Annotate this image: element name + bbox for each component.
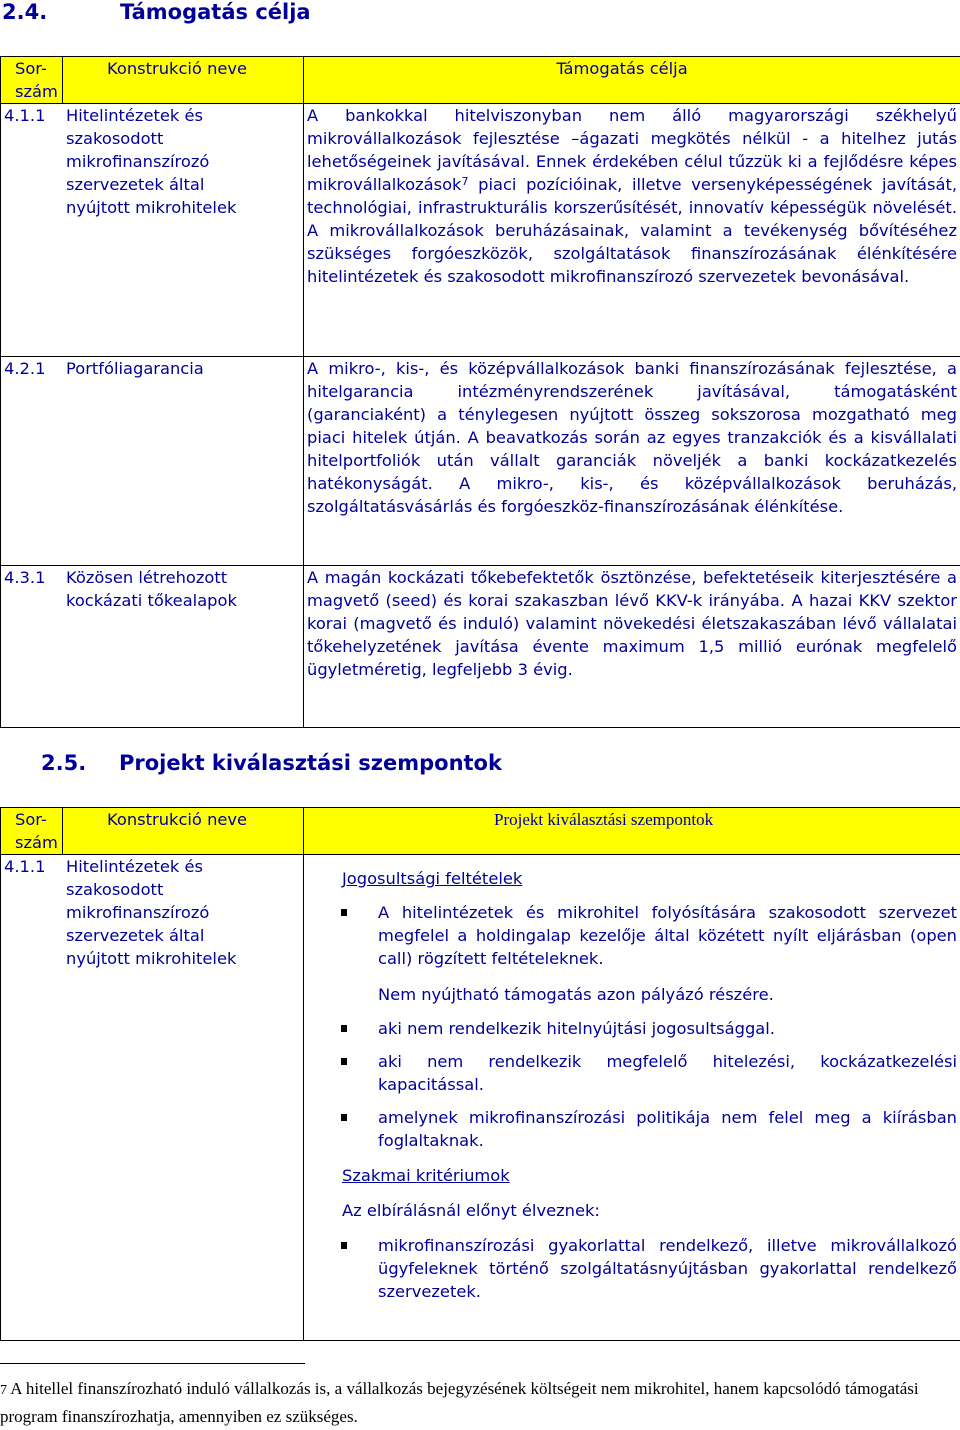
header-tamogatas: [304, 57, 960, 104]
section-title: Támogatás célja: [120, 0, 311, 24]
header-konstrukcio-label: Konstrukció neve: [63, 57, 303, 80]
selection-criteria-table: [0, 807, 960, 1341]
row-name-cell: [1, 104, 304, 357]
row-criteria: [304, 855, 960, 1341]
list-item-text: mikrofinanszírozási gyakorlattal rendelkező, illetve mikrovállalkozó ügyfeleknek történő szolgáltatásnyújtásban gyakorlattal rendelkező szervezetek.: [378, 1236, 957, 1301]
section-title: Projekt kiválasztási szempontok: [119, 751, 502, 775]
footnote-number: 7: [0, 1383, 7, 1398]
exclusion-intro: Nem nyújtható támogatás azon pályázó részére.: [304, 983, 957, 1006]
exclusion-list: [304, 1017, 957, 1152]
list-item-text: aki nem rendelkezik megfelelő hitelezési, kockázatkezelési kapacitással.: [378, 1052, 957, 1094]
footnote-ref: 7: [461, 175, 468, 188]
table-header-row: [1, 808, 960, 855]
footnote-text: A hitellel finanszírozható induló vállalkozás is, a vállalkozás bejegyzésének költségeit nem mikrohitel, hanem kapcsolódó támogatási program finanszírozhatja, amennyiben ez szükséges.: [0, 1379, 919, 1426]
row-name-cell: [1, 855, 304, 1341]
section-heading-2-4: [0, 0, 311, 24]
header-konstrukcio: [63, 808, 304, 855]
table-row: [1, 855, 960, 1341]
header-sorszam: [1, 57, 63, 104]
row-desc: A magán kockázati tőkebefektetők ösztönzése, befektetéseik kiterjesztésére a magvető (seed) és korai szakaszban lévő KKV-k irányába. A hazai KKV szektor korai (magvető és induló) valamint növekedési életszakaszában lévő vállalatai tőkehelyzetének javítása évente maximum 1,5 millió eurónak megfelelő ügyletméretig, legfeljebb 3 évig.: [307, 566, 957, 681]
row-number: 4.3.1: [4, 566, 60, 612]
row-desc-part2: piaci pozícióinak, illetve versenyképességének javítását, technológiai, infrastrukturális korszerűsítését, innovatív képességük növelését. A mikrovállalkozások beruházásainak, valamint a tevékenység bővítéséhez szükséges forgóeszközök, szolgáltatások finanszírozásának élénkítésére hitelintézetek és szakosodott mikrofinanszírozó szervezetek bevonásával.: [307, 175, 957, 286]
row-desc: A mikro-, kis-, és középvállalkozások banki finanszírozásának fejlesztése, a hitelgarancia intézményrendszerének javításával, támogatásként (garanciaként) a ténylegesen nyújtott összeg sokszorosa mozgatható meg piaci hitelek útján. A beavatkozás során az egyes tranzakciók és a kisvállalati hitelportfoliók után vállalt garanciák növeljék a banki kockázatkezelés hatékonyságát. A mikro-, kis-, és középvállalkozások beruházás, szolgáltatásvásárlás és forgóeszköz-finanszírozásának élénkítése.: [307, 357, 957, 518]
header-konstrukcio-label: Konstrukció neve: [63, 808, 303, 831]
list-item-text: A hitelintézetek és mikrohitel folyósítására szakosodott szervezet megfelel a holdingalap kezelője által közétett nyílt eljárásban (open call) rögzített feltételeknek.: [378, 903, 957, 968]
header-sorszam-line2: szám: [1, 831, 62, 854]
square-bullet-icon: [341, 1242, 347, 1249]
list-item: [304, 1017, 957, 1040]
square-bullet-icon: [341, 1025, 347, 1032]
section-heading-2-5: [0, 751, 502, 775]
table-row: [1, 357, 960, 566]
header-sorszam-line1: Sor-: [1, 57, 62, 80]
row-number: 4.1.1: [4, 855, 60, 970]
row-name-cell: [1, 566, 304, 728]
professional-criteria-heading: Szakmai kritériumok: [304, 1164, 957, 1187]
square-bullet-icon: [341, 1058, 347, 1065]
row-name: Portfóliagarancia: [60, 357, 286, 380]
row-name: Közösen létrehozott kockázati tőkealapok: [60, 566, 266, 612]
row-name: Hitelintézetek és szakosodott mikrofinanszírozó szervezetek által nyújtott mikrohitelek: [60, 104, 266, 219]
table-row: [1, 566, 960, 728]
section-number: 2.4.: [0, 0, 78, 24]
list-item: [304, 1050, 957, 1096]
row-description: [304, 357, 960, 566]
row-number: 4.2.1: [4, 357, 60, 380]
row-name-cell: [1, 357, 304, 566]
row-description: [304, 104, 960, 357]
list-item-text: aki nem rendelkezik hitelnyújtási jogosultsággal.: [378, 1019, 775, 1038]
header-konstrukcio: [63, 57, 304, 104]
table-row: [1, 104, 960, 357]
eligibility-heading: Jogosultsági feltételek: [304, 867, 957, 890]
professional-criteria-list: [304, 1234, 957, 1303]
header-sorszam-line2: szám: [1, 80, 62, 103]
footnote: [0, 1376, 960, 1430]
header-sorszam: [1, 808, 63, 855]
professional-criteria-intro: Az elbírálásnál előnyt élveznek:: [304, 1199, 957, 1222]
header-tamogatas-label: Támogatás célja: [304, 57, 960, 80]
row-desc-part1: A bankokkal hitelviszonyban nem álló magyarországi székhelyű mikrovállalkozások fejlesztése –ágazati megkötés nélkül - a hitelhez jutás lehetőségeinek javításával. Ennek érdekében célul tűzzük ki a fejlődésre képes mikrovállalkozások: [307, 106, 957, 194]
list-item-text: amelynek mikrofinanszírozási politikája nem felel meg a kiírásban foglaltaknak.: [378, 1108, 957, 1150]
header-sorszam-line1: Sor-: [1, 808, 62, 831]
row-number: 4.1.1: [4, 104, 60, 219]
list-item: [304, 901, 957, 970]
footnote-separator: [0, 1363, 305, 1364]
eligibility-list: [304, 901, 957, 970]
header-szempontok: [304, 808, 960, 855]
row-name: Hitelintézetek és szakosodott mikrofinanszírozó szervezetek által nyújtott mikrohitelek: [60, 855, 266, 970]
support-goals-table: [0, 56, 960, 728]
row-description: [304, 566, 960, 728]
section-number: 2.5.: [0, 751, 117, 775]
square-bullet-icon: [341, 909, 347, 916]
list-item: [304, 1234, 957, 1303]
square-bullet-icon: [341, 1114, 347, 1121]
list-item: [304, 1106, 957, 1152]
table-header-row: [1, 57, 960, 104]
header-szempontok-label: Projekt kiválasztási szempontok: [304, 808, 960, 831]
